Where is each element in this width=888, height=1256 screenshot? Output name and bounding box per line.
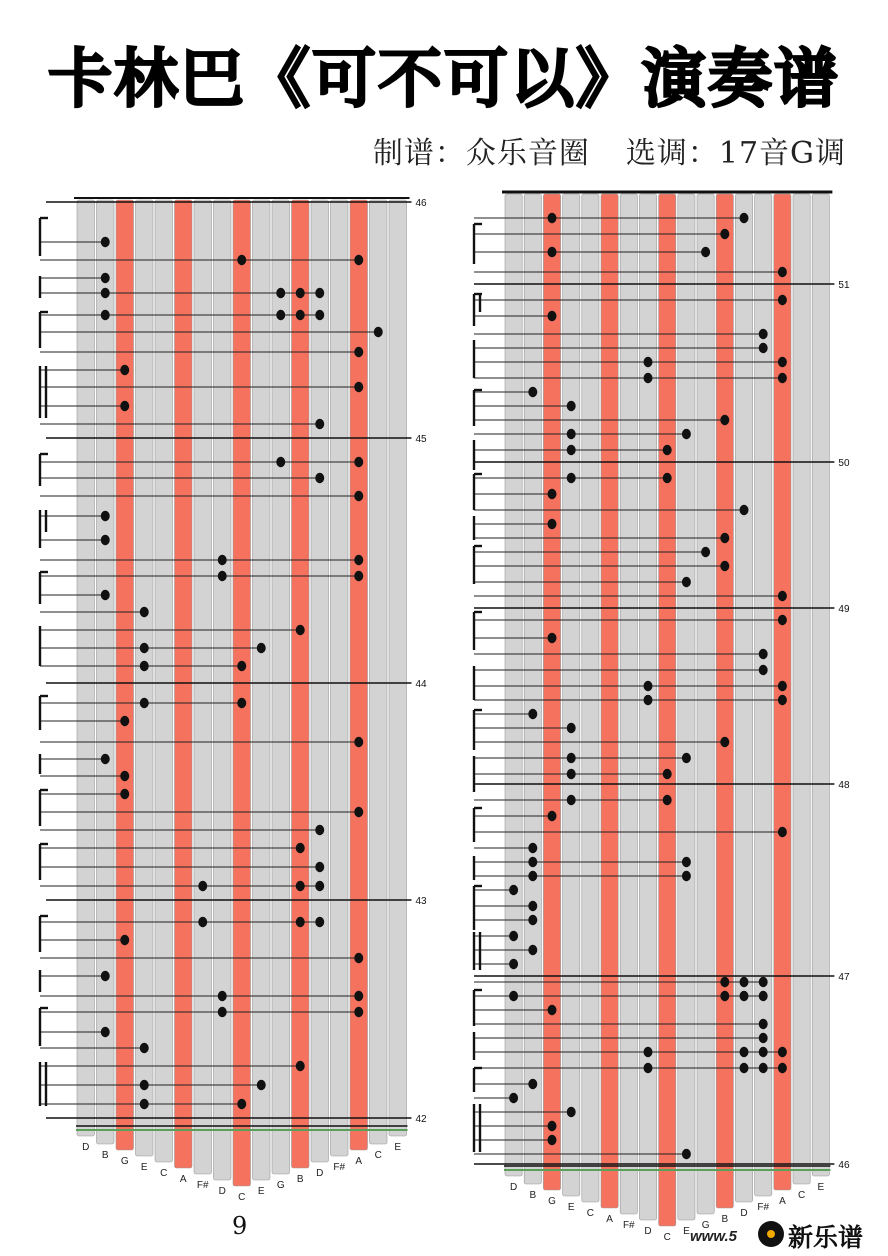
note-dot [315,862,324,872]
note-dot [567,445,576,455]
note-dot [740,977,749,987]
note-dot [509,931,518,941]
tine-b-11 [292,200,310,1168]
note-dot [120,771,129,781]
tine-d-0 [505,194,522,1176]
note-dot [682,577,691,587]
measure-number: 51 [838,280,850,291]
record-disc-icon [758,1221,784,1247]
note-dot [140,661,149,671]
tine-label: D [740,1208,748,1219]
note-dot [140,698,149,708]
tine-label: E [817,1182,825,1193]
note-dot [140,607,149,617]
note-dot [101,535,110,545]
note-dot [778,827,787,837]
tine-label: G [548,1196,556,1207]
tine-a-14 [774,194,791,1190]
note-dot [101,273,110,283]
note-dot [101,971,110,981]
note-dot [354,347,363,357]
measure-number: 46 [838,1160,850,1171]
note-dot [257,1080,266,1090]
note-dot [354,555,363,565]
measure-number: 47 [838,972,850,983]
tine-g-2 [116,200,134,1150]
note-dot [101,511,110,521]
note-dot [720,991,729,1001]
note-dot [296,917,305,927]
note-dot [101,1027,110,1037]
tine-label: D [644,1226,652,1237]
note-dot [778,591,787,601]
tine-label: D [82,1142,90,1153]
tine-c-15 [793,194,810,1184]
note-dot [759,343,768,353]
note-dot [276,457,285,467]
note-dot [509,959,518,969]
tine-label: A [179,1174,187,1185]
note-dot [759,977,768,987]
note-dot [759,649,768,659]
note-dot [548,519,557,529]
note-dot [740,505,749,515]
note-dot [548,811,557,821]
note-dot [315,419,324,429]
note-dot [548,213,557,223]
note-dot [682,1149,691,1159]
note-dot [101,288,110,298]
note-dot [509,991,518,1001]
note-dot [548,247,557,257]
note-dot [296,625,305,635]
note-dot [140,1080,149,1090]
note-dot [778,1063,787,1073]
tine-label: E [394,1142,402,1153]
note-dot [720,561,729,571]
measure-number: 49 [838,604,850,615]
note-dot [567,401,576,411]
note-dot [354,491,363,501]
tine-label: D [316,1168,324,1179]
note-dot [567,753,576,763]
note-dot [720,533,729,543]
note-dot [567,1107,576,1117]
tine-label: D [218,1186,226,1197]
note-dot [528,709,537,719]
note-dot [759,991,768,1001]
note-dot [315,917,324,927]
note-dot [120,365,129,375]
note-dot [509,1093,518,1103]
measure-number: 48 [838,780,850,791]
tine-e-3 [136,200,154,1156]
note-dot [354,737,363,747]
note-dot [276,310,285,320]
note-dot [354,571,363,581]
tine-b-1 [524,194,541,1184]
note-dot [354,953,363,963]
tine-label: E [257,1186,265,1197]
watermark-url: www.5 [690,1228,737,1245]
tine-d-12 [311,200,329,1162]
note-dot [778,295,787,305]
note-dot [374,327,383,337]
note-dot [528,945,537,955]
note-dot [548,1135,557,1145]
tine-label: B [721,1214,729,1225]
note-dot [315,473,324,483]
measure-number: 45 [415,434,427,445]
note-dot [140,643,149,653]
note-dot [644,357,653,367]
note-dot [218,571,227,581]
note-dot [296,310,305,320]
note-dot [778,357,787,367]
tine-b-1 [97,200,115,1144]
watermark-logo: 新乐谱 [758,1218,878,1252]
note-dot [354,1007,363,1017]
note-dot [740,991,749,1001]
note-dot [644,373,653,383]
note-dot [120,935,129,945]
note-dot [218,991,227,1001]
note-dot [528,871,537,881]
note-dot [354,255,363,265]
tine-c-15 [370,200,388,1144]
tine-g-10 [697,194,714,1214]
note-dot [567,723,576,733]
credits-line [372,128,846,171]
note-dot [528,857,537,867]
note-dot [296,288,305,298]
note-dot [101,237,110,247]
arranger-credit: 制谱：众乐音圈 [372,136,590,171]
note-dot [701,547,710,557]
note-dot [140,1099,149,1109]
tine-label: E [140,1162,148,1173]
measure-number: 43 [415,896,427,907]
note-dot [644,1047,653,1057]
note-dot [548,633,557,643]
tine-label: G [276,1180,285,1191]
note-dot [198,917,207,927]
tine-c-8 [233,200,251,1186]
note-dot [101,590,110,600]
note-dot [759,665,768,675]
note-dot [528,915,537,925]
note-dot [315,825,324,835]
note-dot [644,1063,653,1073]
note-dot [778,615,787,625]
note-dot [296,843,305,853]
note-dot [682,871,691,881]
tine-label: A [355,1156,363,1167]
tine-label: G [701,1220,710,1231]
note-dot [759,1047,768,1057]
measure-number: 46 [415,198,427,209]
note-dot [759,1063,768,1073]
tine-fsharp-6 [194,200,212,1174]
tine-label: B [101,1150,109,1161]
measure-number: 50 [838,458,850,469]
note-dot [354,807,363,817]
tine-label: F# [196,1180,209,1191]
tine-label: G [120,1156,129,1167]
note-dot [720,977,729,987]
note-dot [528,843,537,853]
tine-a-5 [175,200,193,1168]
note-dot [509,885,518,895]
tine-g-10 [272,200,290,1174]
left-tab-panel [0,180,444,1203]
note-dot [720,737,729,747]
tine-e-9 [253,200,271,1180]
tine-g-2 [543,194,560,1190]
note-dot [663,795,672,805]
note-dot [701,247,710,257]
note-dot [567,795,576,805]
tine-c-4 [582,194,599,1202]
tine-c-8 [659,194,676,1226]
note-dot [354,382,363,392]
tine-label: C [586,1208,595,1219]
note-dot [682,857,691,867]
tine-label: B [296,1174,304,1185]
tine-e-16 [812,194,829,1176]
measure-number: 42 [415,1114,427,1125]
note-dot [644,695,653,705]
note-dot [567,429,576,439]
note-dot [101,754,110,764]
note-dot [120,401,129,411]
tine-label: C [663,1232,671,1243]
tine-label: C [797,1190,806,1201]
note-dot [237,698,246,708]
tine-a-5 [601,194,618,1208]
tine-label: C [238,1192,246,1203]
note-dot [548,1005,557,1015]
note-dot [198,881,207,891]
page-number: 9 [232,1212,248,1240]
tine-fsharp-6 [620,194,637,1214]
note-dot [548,489,557,499]
note-dot [548,1121,557,1131]
note-dot [720,229,729,239]
note-dot [548,311,557,321]
tine-label: E [567,1202,575,1213]
tine-label: F# [622,1220,635,1231]
tine-label: F# [333,1162,346,1173]
tine-label: B [529,1190,537,1201]
note-dot [663,473,672,483]
tine-label: A [606,1214,613,1225]
note-dot [720,415,729,425]
note-dot [682,429,691,439]
tine-c-4 [155,200,173,1162]
tine-label: A [779,1196,786,1207]
tine-b-11 [716,194,733,1208]
note-dot [778,373,787,383]
note-dot [218,1007,227,1017]
note-dot [567,769,576,779]
tine-label: D [509,1182,518,1193]
note-dot [237,1099,246,1109]
measure-number: 44 [415,679,427,690]
note-dot [101,310,110,320]
note-dot [315,310,324,320]
note-dot [315,881,324,891]
note-dot [218,555,227,565]
tine-d-7 [214,200,232,1180]
tine-e-3 [563,194,580,1196]
note-dot [120,789,129,799]
note-dot [120,716,129,726]
note-dot [740,1063,749,1073]
note-dot [315,288,324,298]
note-dot [528,1079,537,1089]
note-dot [276,288,285,298]
note-dot [140,1043,149,1053]
note-dot [759,1033,768,1043]
note-dot [567,473,576,483]
note-dot [663,769,672,779]
tine-label: C [374,1150,382,1161]
note-dot [237,255,246,265]
note-dot [759,329,768,339]
note-dot [778,1047,787,1057]
note-dot [740,213,749,223]
note-dot [354,991,363,1001]
tine-label: E [683,1226,690,1237]
tine-e-16 [389,200,407,1136]
note-dot [296,881,305,891]
note-dot [528,901,537,911]
note-dot [778,681,787,691]
note-dot [759,1019,768,1029]
tine-label: C [160,1168,168,1179]
note-dot [644,681,653,691]
note-dot [778,695,787,705]
note-dot [682,753,691,763]
note-dot [354,457,363,467]
tine-fsharp-13 [331,200,349,1156]
page-title: 卡林巴《可不可以》演奏谱 [48,43,840,117]
note-dot [740,1047,749,1057]
tine-label: F# [757,1202,770,1213]
note-dot [257,643,266,653]
tuning-credit: 选调：17音G调 [625,136,846,171]
note-dot [663,445,672,455]
note-dot [237,661,246,671]
note-dot [296,1061,305,1071]
note-dot [778,267,787,277]
note-dot [528,387,537,397]
